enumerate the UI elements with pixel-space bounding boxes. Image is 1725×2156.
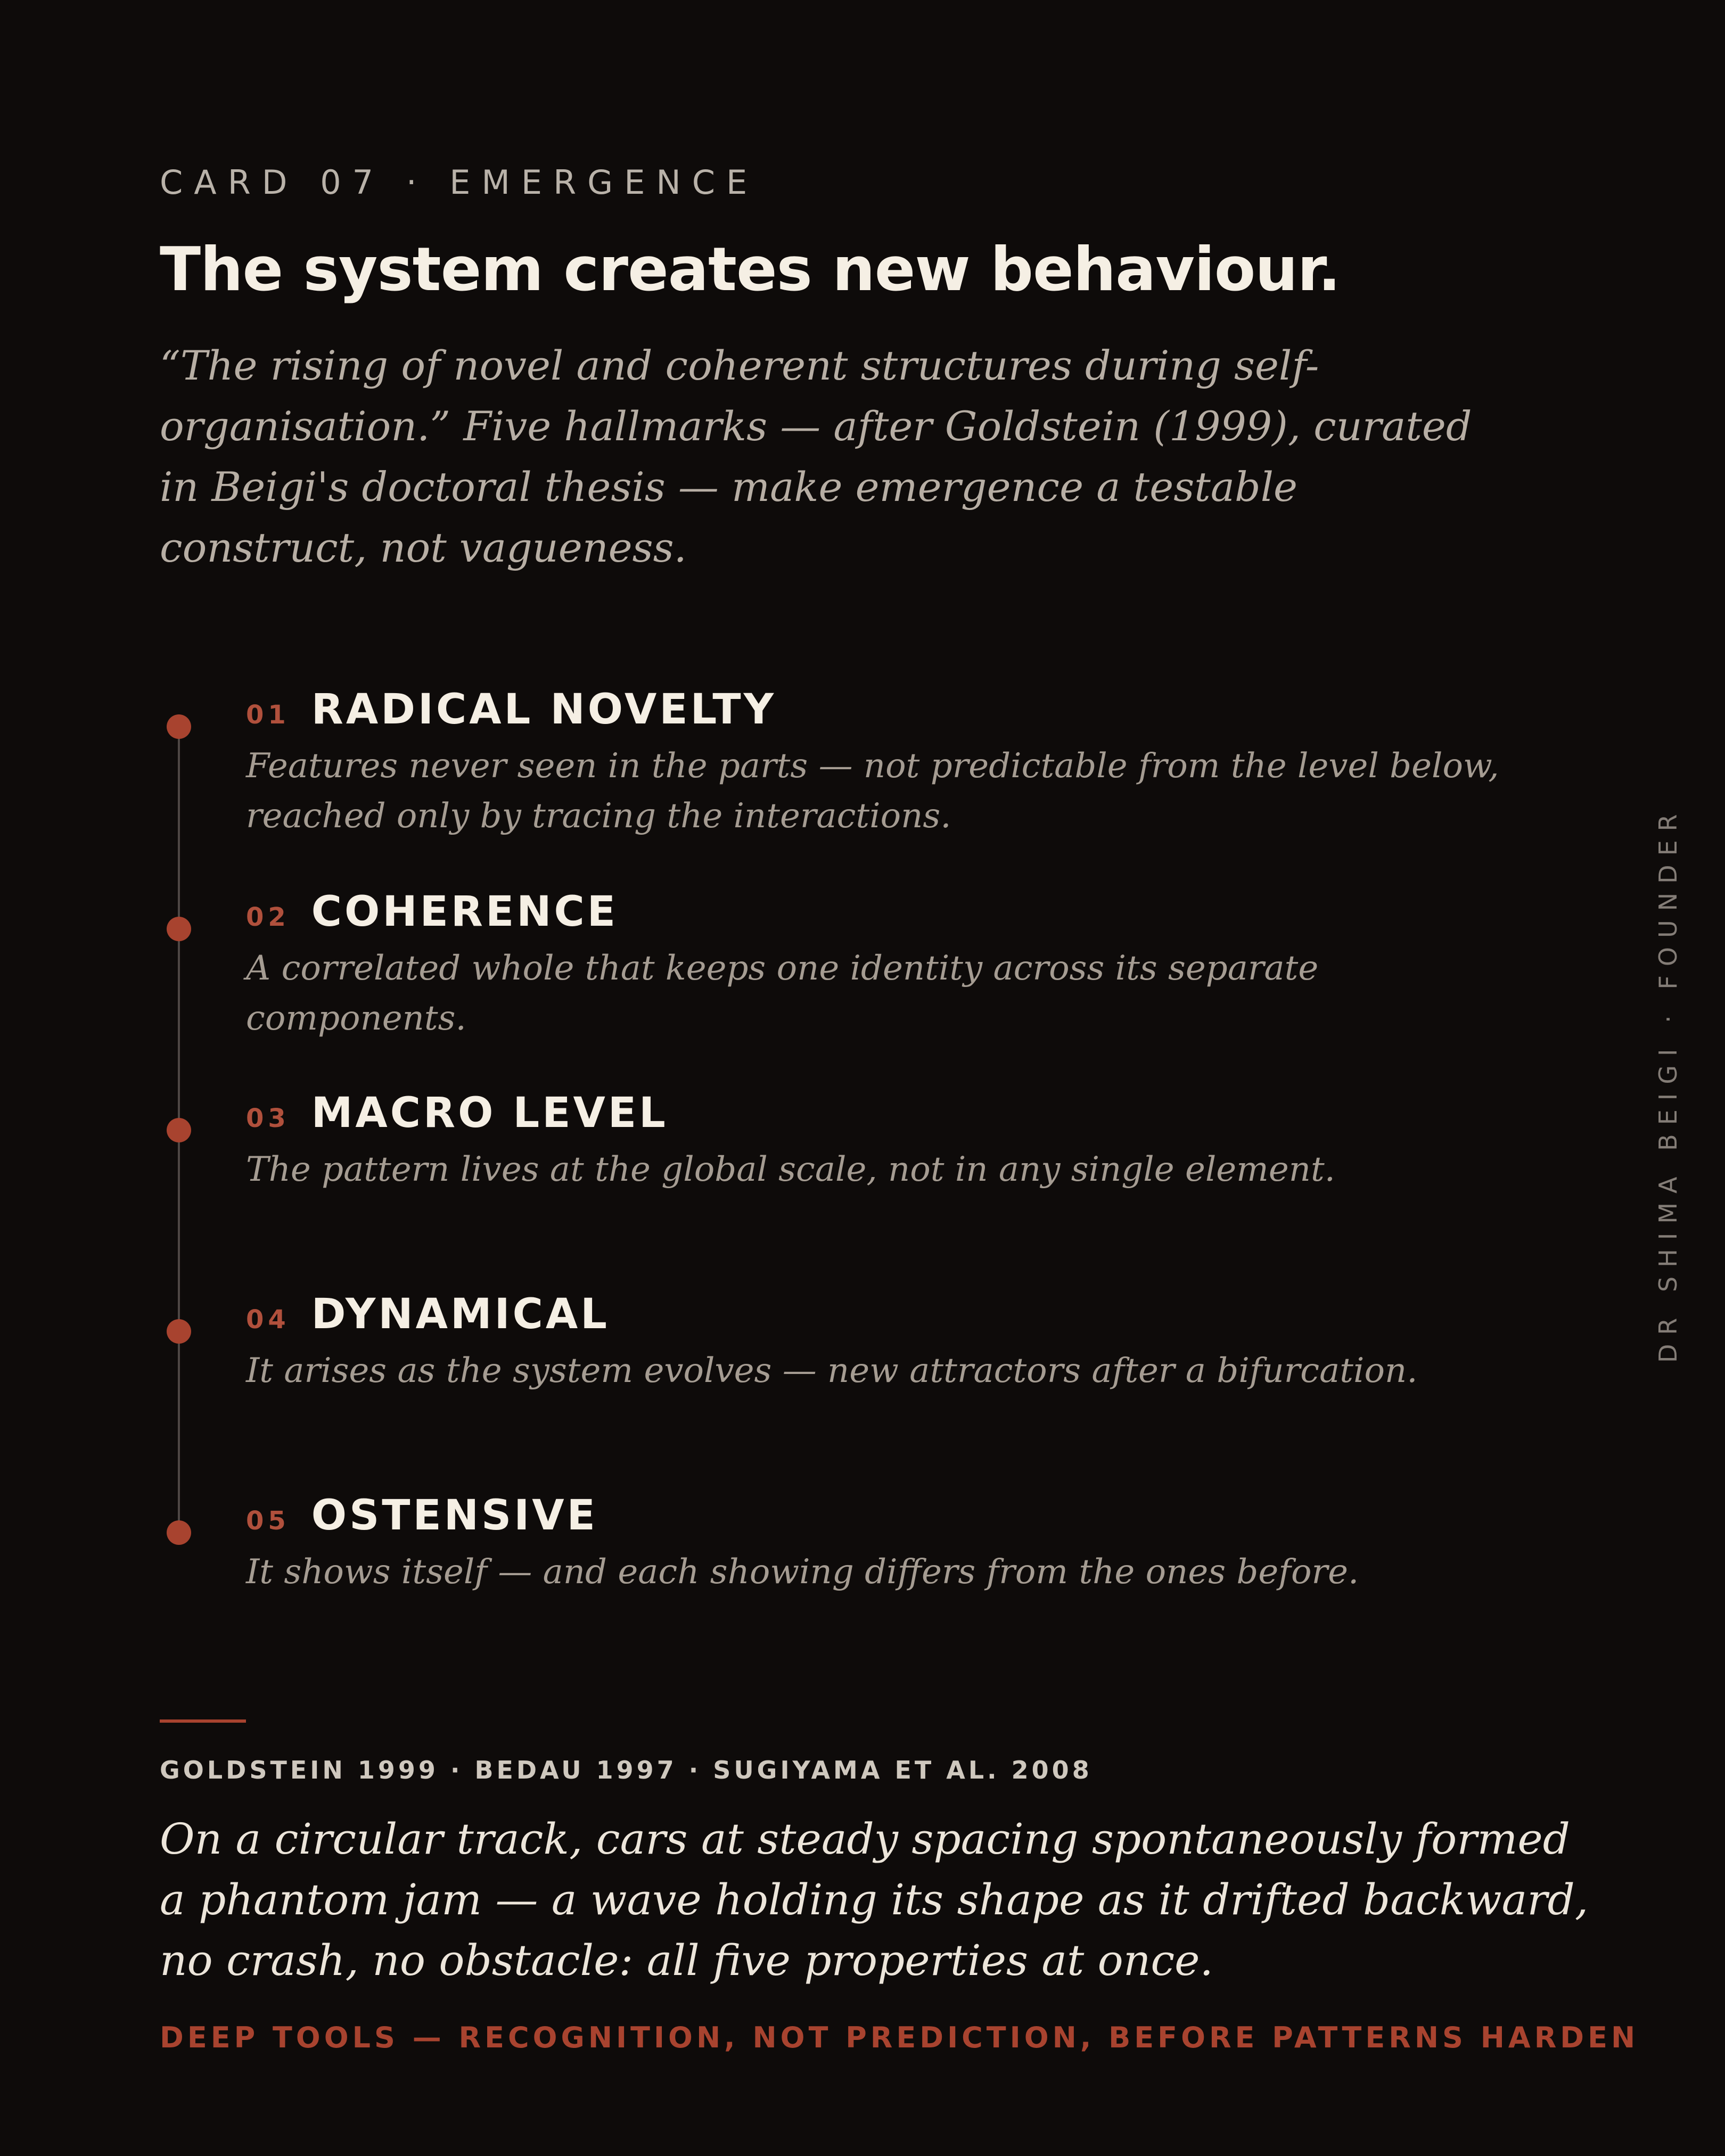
card-title: The system creates new behaviour. [160, 234, 1341, 305]
property-name: DYNAMICAL [311, 1290, 610, 1338]
card-eyebrow: CARD 07 · EMERGENCE [160, 163, 759, 202]
property-number: 02 [246, 902, 290, 932]
property-name: RADICAL NOVELTY [311, 686, 777, 734]
property-item [246, 1290, 1524, 1396]
footer-tagline: DEEP TOOLS — RECOGNITION, NOT PREDICTION, BEFORE PATTERNS HARDEN [160, 2021, 1639, 2054]
property-item [246, 1089, 1524, 1195]
timeline-dot [167, 714, 191, 739]
property-number: 01 [246, 700, 290, 730]
property-description: The pattern lives at the global scale, not in any single element. [246, 1150, 1335, 1189]
property-description: It arises as the system evolves — new attractors after a bifurcation. [246, 1351, 1418, 1390]
property-item [246, 1492, 1524, 1597]
property-number: 03 [246, 1104, 290, 1133]
property-number: 05 [246, 1506, 290, 1536]
timeline-dot [167, 917, 191, 941]
property-item [246, 888, 1524, 1043]
timeline-dot [167, 1118, 191, 1142]
property-description: It shows itself — and each showing differs from the ones before. [246, 1552, 1359, 1592]
timeline-dot [167, 1520, 191, 1545]
property-name: MACRO LEVEL [311, 1089, 668, 1137]
property-item [246, 686, 1524, 841]
property-description: A correlated whole that keeps one identity across its separate components. [246, 949, 1319, 1038]
card-intro: “The rising of novel and coherent structures during self-organisation.” Five hallmarks — after Goldstein (1999), curated in Beigi's doctoral thesis — make emergence a testable construct, not vagueness. [160, 342, 1472, 571]
property-name: COHERENCE [311, 888, 619, 936]
timeline-dot [167, 1319, 191, 1344]
footer-sources: GOLDSTEIN 1999 · BEDAU 1997 · SUGIYAMA ET AL. 2008 [160, 1756, 1092, 1784]
author-side-label: DR SHIMA BEIGI · FOUNDER [1654, 805, 1682, 1363]
property-name: OSTENSIVE [311, 1492, 598, 1540]
footer-rule [160, 1719, 246, 1723]
property-description: Features never seen in the parts — not predictable from the level below, reached only by tracing the interactions. [246, 746, 1499, 836]
footer-quote: On a circular track, cars at steady spacing spontaneously formed a phantom jam — a wave holding its shape as it drifted backward, no crash, no obstacle: all five properties at once. [160, 1814, 1589, 1985]
property-number: 04 [246, 1305, 290, 1335]
